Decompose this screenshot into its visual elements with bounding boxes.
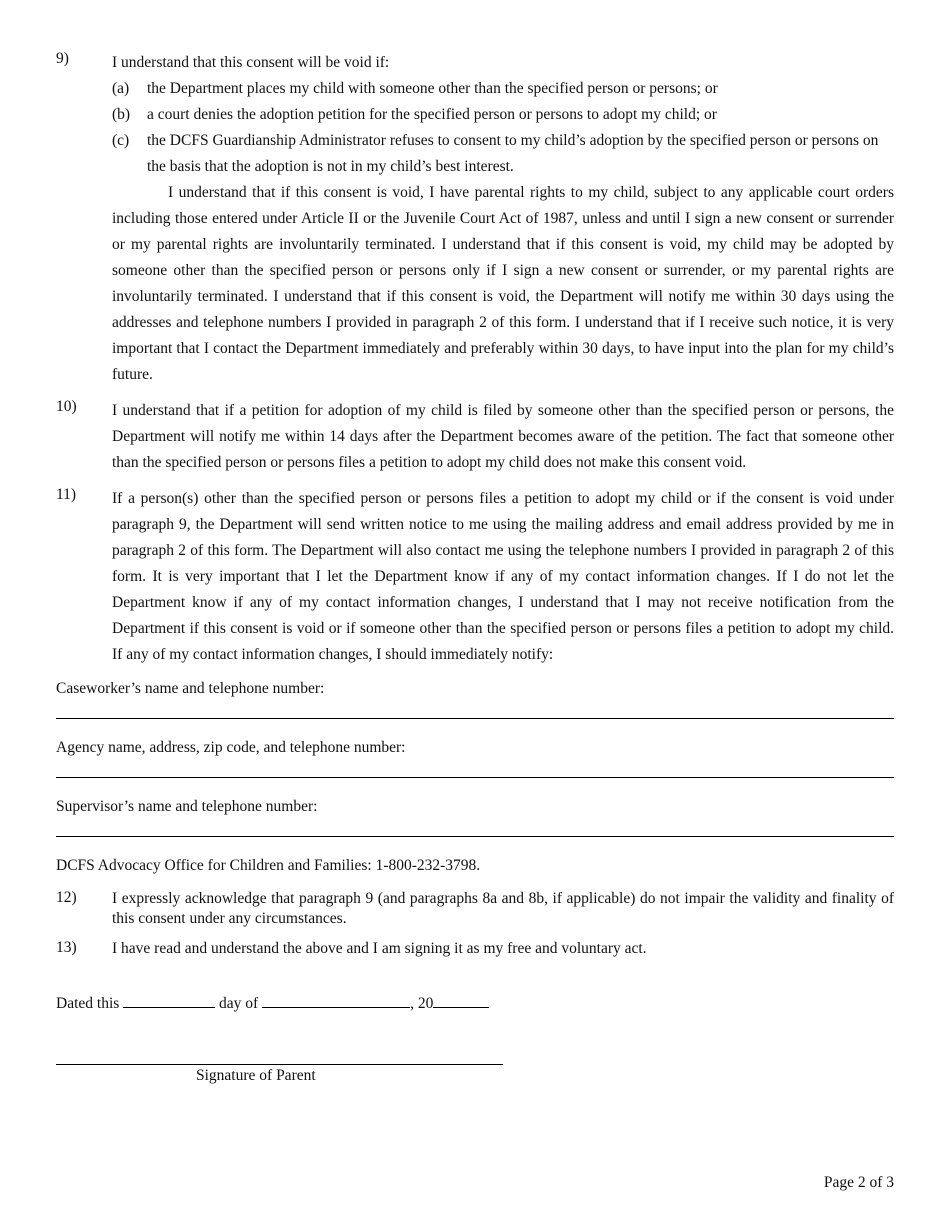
paragraph-13 bbox=[56, 939, 894, 959]
agency-label: Agency name, address, zip code, and telephone number: bbox=[56, 739, 406, 756]
list-item bbox=[112, 102, 894, 128]
paragraph-9-body bbox=[56, 180, 894, 388]
paragraph-10 bbox=[56, 398, 894, 476]
signature-label: Signature of Parent bbox=[196, 1067, 316, 1084]
dated-prefix: Dated this bbox=[56, 995, 120, 1012]
paragraph-text: I expressly acknowledge that paragraph 9 (and paragraphs 8a and 8b, if applicable) do not impair the validity and finality of this consent under any circumstances. bbox=[112, 890, 894, 927]
day-of-label: day of bbox=[219, 995, 259, 1012]
caseworker-label: Caseworker’s name and telephone number: bbox=[56, 680, 325, 697]
list-item-text: the Department places my child with someone other than the specified person or persons; or bbox=[147, 80, 718, 97]
supervisor-line bbox=[56, 836, 894, 837]
paragraph-number: 12) bbox=[56, 889, 77, 906]
paragraph-text: I have read and understand the above and I am signing it as my free and voluntary act. bbox=[112, 940, 647, 957]
list-item bbox=[112, 128, 894, 180]
paragraph-text: I understand that if a petition for adoption of my child is filed by someone other than the specified person or persons, the Department will notify me within 14 days after the Department becomes aware of the petition. The fact that someone other than the specified person or persons files a petition to adopt my child does not make this consent void. bbox=[112, 402, 894, 471]
paragraph-number: 11) bbox=[56, 486, 77, 503]
void-conditions-list bbox=[56, 76, 894, 180]
agency-line bbox=[56, 777, 894, 778]
page-number: Page 2 of 3 bbox=[823, 1174, 894, 1191]
paragraph-text: If a person(s) other than the specified person or persons files a petition to adopt my child or if the consent is void under paragraph 9, the Department will send written notice to me using the mailing address and email address provided by me in paragraph 2 of this form. The Department will also contact me using the telephone numbers I provided in paragraph 2 of this form. It is very important that I let the Department know if any of my contact information changes. If I do not let the Department know if any of my contact information changes, I understand that I may not receive notification from the Department if this consent is void or if someone other than the specified person or persons files a petition to adopt my child. If any of my contact information changes, I should immediately notify: bbox=[112, 490, 894, 663]
paragraph-text: I understand that if this consent is void, I have parental rights to my child, subject to any applicable court orders including those entered under Article II or the Juvenile Court Act of 1987, unless and until I sign a new consent or surrender or my parental rights are involuntarily terminated. I understand that if this consent is void, my child may be adopted by someone other than the specified person or persons only if I sign a new consent or surrender, or my parental rights are involuntarily terminated. I understand that if this consent is void, the Department will notify me within 30 days using the addresses and telephone numbers I provided in paragraph 2 of this form. I understand that if I receive such notice, it is very important that I contact the Department immediately and preferably within 30 days, to have input into the plan for my child’s future. bbox=[112, 184, 894, 383]
supervisor-label: Supervisor’s name and telephone number: bbox=[56, 798, 318, 815]
list-item-text: the DCFS Guardianship Administrator refuses to consent to my child’s adoption by the specified person or persons on the basis that the adoption is not in my child’s best interest. bbox=[147, 132, 879, 175]
list-item-text: a court denies the adoption petition for the specified person or persons to adopt my child; or bbox=[147, 106, 717, 123]
caseworker-line bbox=[56, 718, 894, 719]
paragraph-9 bbox=[56, 50, 894, 76]
list-item-letter: (a) bbox=[112, 80, 130, 97]
month-field[interactable] bbox=[262, 993, 410, 1008]
dated-line bbox=[56, 993, 894, 1014]
paragraph-12 bbox=[56, 889, 894, 929]
advocacy-office: DCFS Advocacy Office for Children and Families: 1-800-232-3798. bbox=[56, 857, 481, 874]
day-field[interactable] bbox=[123, 993, 215, 1008]
paragraph-11 bbox=[56, 486, 894, 668]
list-item-letter: (b) bbox=[112, 106, 131, 123]
paragraph-intro: I understand that this consent will be void if: bbox=[112, 54, 390, 71]
list-item-letter: (c) bbox=[112, 132, 130, 149]
year-field[interactable] bbox=[433, 993, 489, 1008]
signature-line[interactable] bbox=[56, 1064, 503, 1065]
paragraph-number: 13) bbox=[56, 939, 77, 956]
list-item bbox=[112, 76, 894, 102]
year-prefix: , 20 bbox=[410, 995, 434, 1012]
paragraph-number: 10) bbox=[56, 398, 77, 415]
paragraph-number: 9) bbox=[56, 50, 69, 67]
document-page bbox=[56, 50, 894, 1085]
